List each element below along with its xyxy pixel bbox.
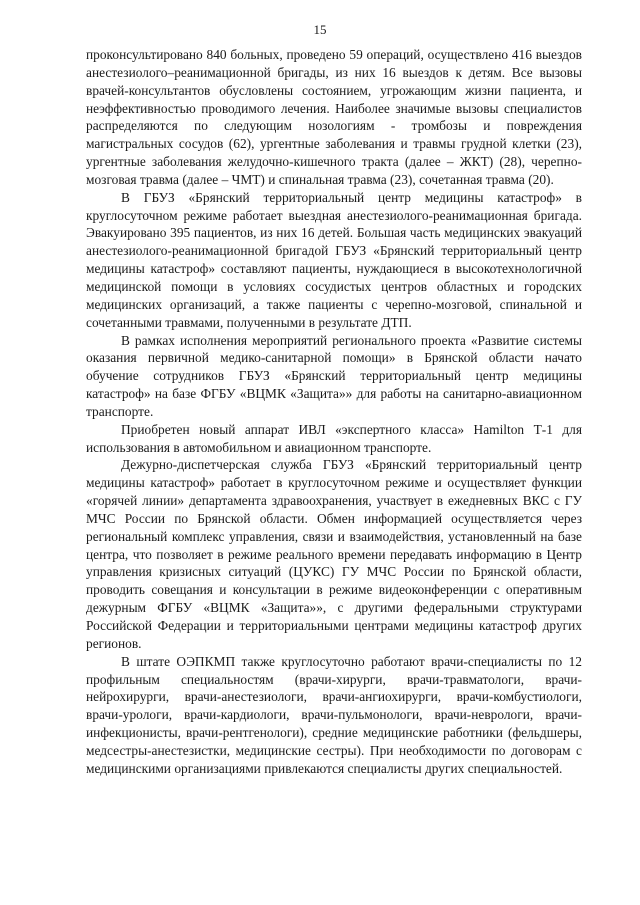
- document-body: [86, 46, 582, 778]
- paragraph-consultations: проконсультировано 840 больных, проведено 59 операций, осуществлено 416 выездов анестезиолого–реанимационной бригады, из них 16 выездов к детям. Все вызовы врачей-консультантов обусловлены состоянием, угрожающим жизни пациента, и неэффективностью проводимого лечения. Наиболее значимые вызовы специалистов распределяются по следующим нозологиям - тромбозы и повреждения магистральных сосудов (62), ургентные заболевания и травмы грудной клетки (23), ургентные заболевания желудочно-кишечного тракта (далее – ЖКТ) (28), черепно-мозговая травма (далее – ЧМТ) и спинальная травма (23), сочетанная травма (20).: [86, 47, 582, 187]
- paragraph-specialists: В штате ОЭПКМП также круглосуточно работают врачи-специалисты по 12 профильным специальностям (врачи-хирурги, врачи-травматологи, врачи-нейрохирурги, врачи-анестезиологи, врачи-ангиохирурги, врачи-комбустиологи, врачи-урологи, врачи-кардиологи, врачи-пульмонологи, врачи-неврологи, врачи-инфекционисты, врачи-рентгенологи), средние медицинские работники (фельдшеры, медсестры-анестезистки, медицинские сестры). При необходимости по договорам с медицинскими организациями привлекаются специалисты других специальностей.: [86, 653, 582, 776]
- paragraph-dispatch-service: Дежурно-диспетчерская служба ГБУЗ «Брянский территориальный центр медицины катастроф» работает в круглосуточном режиме и осуществляет функции «горячей линии» департамента здравоохранения, участвует в ежедневных ВКС с ГУ МЧС России по Брянской области. Обмен информацией осуществляется через региональный комплекс управления, связи и взаимодействия, установленный на базе центра, что позволяет в режиме реального времени передавать информацию в Центр управления кризисных ситуаций (ЦУКС) ГУ МЧС России по Брянской области, проводить совещания и консультации в режиме видеоконференции с оперативным дежурным ФГБУ «ВЦМК «Защита»», с другими федеральными структурами Российской Федерации и территориальными центрами медицины катастроф других регионов.: [86, 457, 582, 651]
- paragraph-ventilator: Приобретен новый аппарат ИВЛ «экспертного класса» Hamilton Т-1 для использования в автомобильном и авиационном транспорте.: [86, 421, 582, 455]
- paragraph-resuscitation-team: В ГБУЗ «Брянский территориальный центр медицины катастроф» в круглосуточном режиме работает выездная анестезиолого-реанимационная бригада. Эвакуировано 395 пациентов, из них 16 детей. Большая часть медицинских эвакуаций анестезиолого-реанимационной бригадой ГБУЗ «Брянский территориальный центр медицины катастроф» составляют пациенты, нуждающиеся в высокотехнологичной медицинской помощи в условиях сосудистых центров областных и городских медицинских организаций, а также пациенты с черепно-мозговой, спинальной и сочетанными травмами, полученными в результате ДТП.: [86, 189, 582, 330]
- paragraph-regional-project: В рамках исполнения мероприятий регионального проекта «Развитие системы оказания первичной медико-санитарной помощи» в Брянской области начато обучение сотрудников ГБУЗ «Брянский территориальный центр медицины катастроф» на базе ФГБУ «ВЦМК «Защита»» для работы на санитарно-авиационном транспорте.: [86, 332, 582, 419]
- page-number: 15: [313, 22, 327, 37]
